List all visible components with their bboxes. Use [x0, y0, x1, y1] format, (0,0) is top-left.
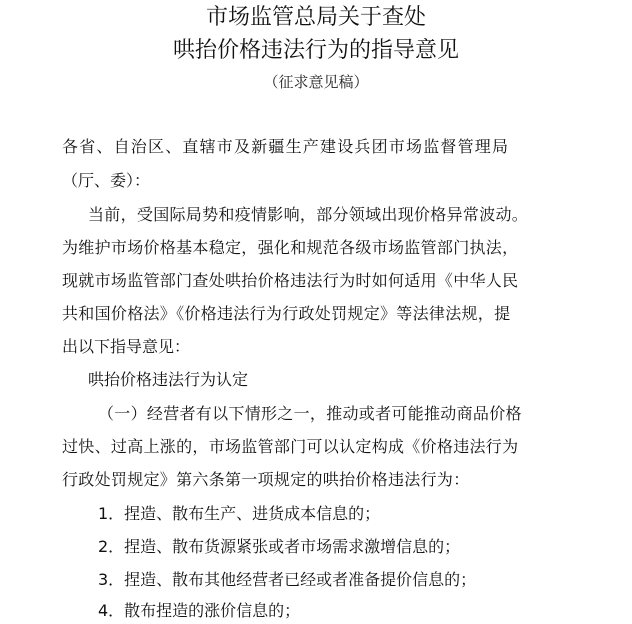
clause-line: 行政处罚规定》第六条第一项规定的哄抬价格违法行为： [62, 470, 470, 489]
list-item: 1．捏造、散布生产、进货成本信息的； [98, 504, 381, 523]
paragraph-line: 现就市场监管部门查处哄抬价格违法行为时如何适用《中华人民 [62, 271, 519, 290]
document-title-line-2: 哄抬价格违法行为的指导意见 [172, 38, 459, 63]
list-item: 3．捏造、散布其他经营者已经或者准备提价信息的； [98, 570, 477, 589]
list-item: 4．散布捏造的涨价信息的； [98, 601, 301, 620]
clause-line: （一）经营者有以下情形之一，推动或者可能推动商品价格 [98, 404, 522, 423]
list-item: 2．捏造、散布货源紧张或者市场需求激增信息的； [98, 537, 461, 556]
section-heading: 哄抬价格违法行为认定 [88, 370, 249, 389]
addressee-line-cont: （厅、委）： [62, 171, 151, 190]
paragraph-line: 为维护市场价格基本稳定，强化和规范各级市场监管部门执法， [62, 238, 519, 257]
paragraph-line: 当前，受国际局势和疫情影响，部分领域出现价格异常波动。 [88, 205, 529, 224]
clause-line: 过快、过高上涨的，市场监管部门可以认定构成《价格违法行为 [62, 437, 519, 456]
document-title-line-1: 市场监管总局关于查处 [205, 5, 426, 30]
document-subtitle: （征求意见稿） [263, 73, 369, 91]
addressee-line: 各省、自治区、直辖市及新疆生产建设兵团市场监督管理局 [62, 137, 510, 156]
paragraph-line: 共和国价格法》《价格违法行为行政处罚规定》等法律法规，提 [62, 304, 511, 323]
paragraph-line: 出以下指导意见： [62, 337, 191, 356]
